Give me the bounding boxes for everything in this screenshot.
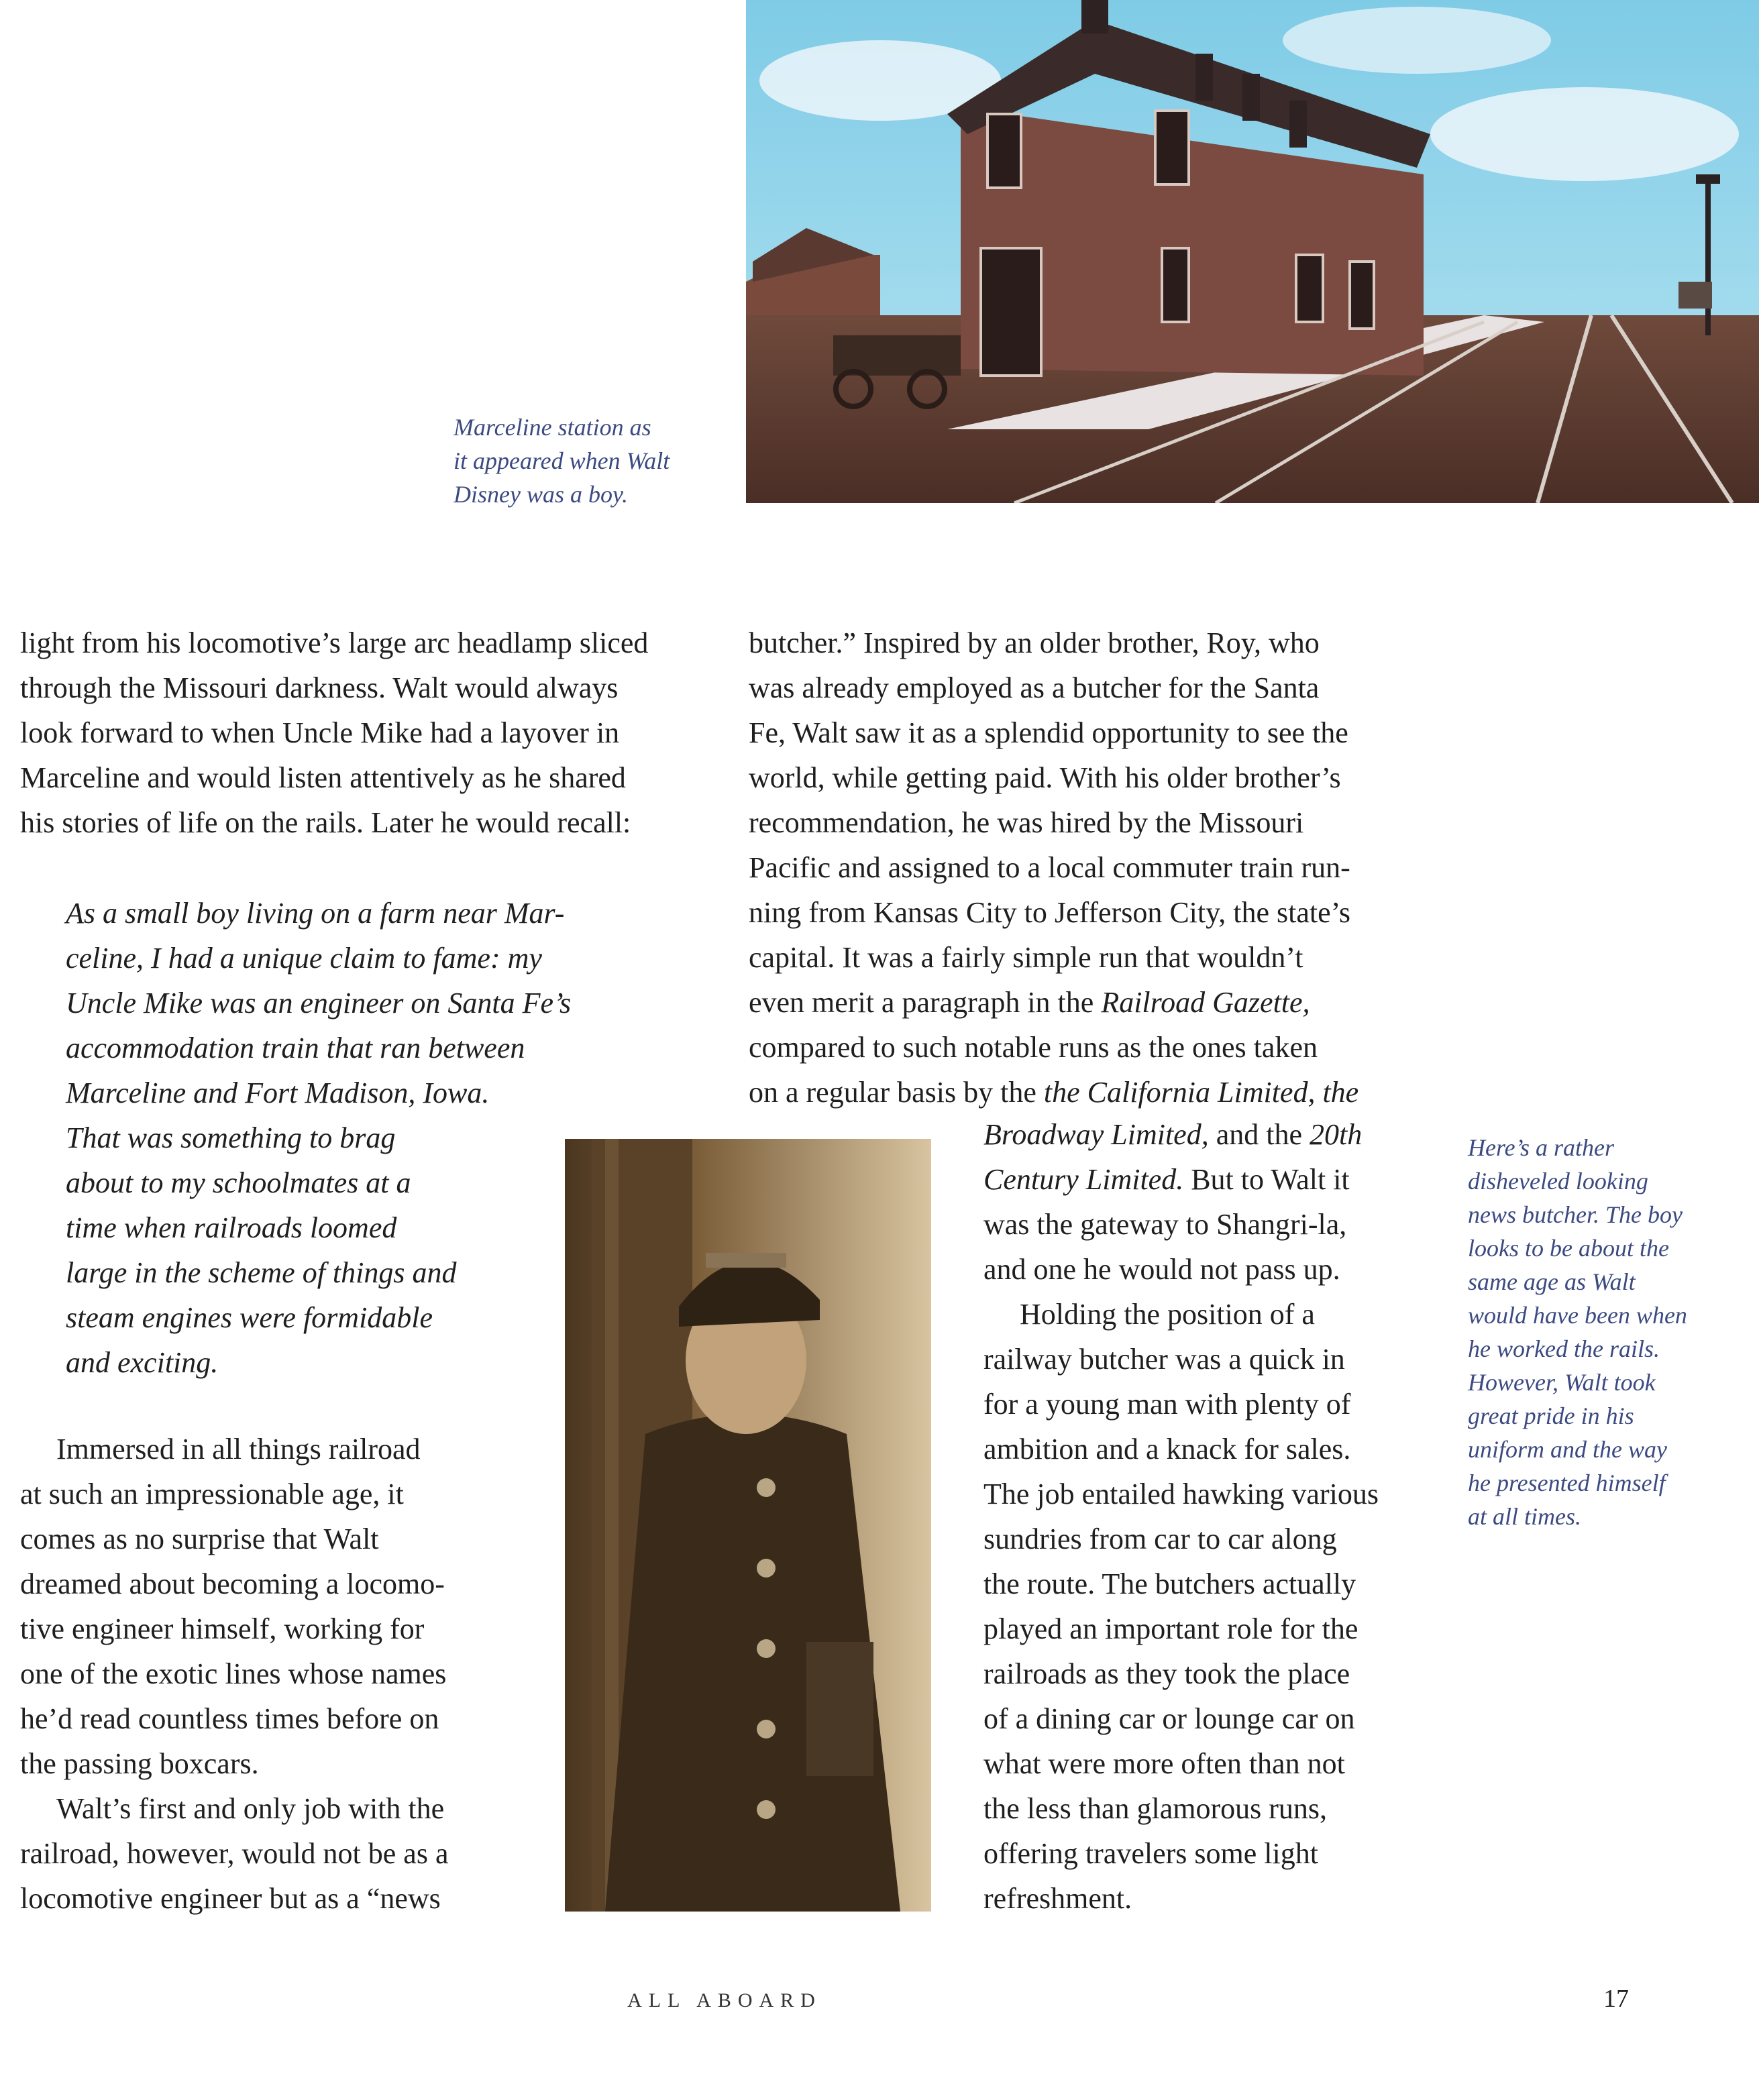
train-name: Century Limited. xyxy=(983,1163,1184,1196)
text-line: and one he would not pass up. xyxy=(983,1253,1340,1286)
caption-line: Disney was a boy. xyxy=(454,481,628,508)
caption-line: uniform and the way xyxy=(1468,1436,1667,1463)
text-line: ning from Kansas City to Jefferson City, the state’s xyxy=(749,896,1350,929)
station-photo xyxy=(746,0,1759,503)
quote-line: steam engines were formidable xyxy=(66,1301,433,1334)
quote-line: large in the scheme of things and xyxy=(66,1256,457,1289)
quote-line: time when railroads loomed xyxy=(66,1211,397,1244)
text-line: light from his locomotive’s large arc headlamp sliced xyxy=(20,626,649,659)
text-line: Pacific and assigned to a local commuter train run- xyxy=(749,851,1350,884)
caption-line: same age as Walt xyxy=(1468,1268,1636,1295)
text-line: world, while getting paid. With his older brother’s xyxy=(749,761,1341,794)
page-number: 17 xyxy=(1603,1985,1629,2013)
text-line: Walt’s first and only job with the xyxy=(56,1792,445,1825)
quote-line: and exciting. xyxy=(66,1346,219,1379)
text-line: the route. The butchers actually xyxy=(983,1567,1356,1600)
text-run: and the xyxy=(1208,1118,1310,1151)
text-line: was already employed as a butcher for the Santa xyxy=(749,671,1320,704)
quote-line: accommodation train that ran between xyxy=(66,1032,525,1064)
text-line: The job entailed hawking various xyxy=(983,1478,1379,1510)
text-line: Immersed in all things railroad xyxy=(56,1433,421,1466)
running-footer-title: ALL ABOARD xyxy=(627,1989,822,2011)
text-line xyxy=(983,1112,1426,1157)
text-line: played an important role for the xyxy=(983,1612,1358,1645)
text-line: comes as no surprise that Walt xyxy=(20,1523,379,1555)
text-line: the passing boxcars. xyxy=(20,1747,259,1780)
news-butcher-photo xyxy=(565,1139,931,1912)
text-line xyxy=(749,1070,1436,1115)
text-line: refreshment. xyxy=(983,1882,1132,1915)
text-line: Holding the position of a xyxy=(1020,1298,1315,1331)
text-run: on a regular basis by the xyxy=(749,1076,1044,1109)
text-line: the less than glamorous runs, xyxy=(983,1792,1328,1825)
text-line: through the Missouri darkness. Walt would always xyxy=(20,671,619,704)
train-name: the California Limited, the xyxy=(1043,1076,1359,1109)
text-line: of a dining car or lounge car on xyxy=(983,1702,1355,1735)
caption-line: would have been when xyxy=(1468,1302,1687,1329)
quote-line: Uncle Mike was an engineer on Santa Fe’s xyxy=(66,987,572,1019)
text-line: compared to such notable runs as the ones taken xyxy=(749,1031,1318,1064)
train-name: 20th xyxy=(1310,1118,1363,1151)
text-line: tive engineer himself, working for xyxy=(20,1612,425,1645)
caption-line: However, Walt took xyxy=(1468,1369,1656,1396)
quote-line: That was something to brag xyxy=(66,1121,396,1154)
text-line: was the gateway to Shangri-la, xyxy=(983,1208,1347,1241)
text-line: capital. It was a fairly simple run that wouldn’t xyxy=(749,941,1303,974)
caption-line: Marceline station as xyxy=(454,414,651,441)
train-name: Broadway Limited, xyxy=(983,1118,1209,1151)
caption-line: news butcher. The boy xyxy=(1468,1201,1683,1228)
text-line: he’d read countless times before on xyxy=(20,1702,439,1735)
middle-paragraph-2 xyxy=(983,1112,1426,1921)
caption-line: he worked the rails. xyxy=(1468,1335,1660,1362)
block-quote xyxy=(66,891,643,1385)
photo-side-caption xyxy=(1468,1131,1736,1533)
text-line: look forward to when Uncle Mike had a layover in xyxy=(20,716,620,749)
text-run: even merit a paragraph in the xyxy=(749,986,1102,1019)
text-line: for a young man with plenty of xyxy=(983,1388,1351,1421)
caption-line: disheveled looking xyxy=(1468,1168,1648,1195)
text-line: ambition and a knack for sales. xyxy=(983,1433,1351,1466)
text-line: Fe, Walt saw it as a splendid opportunity to see the xyxy=(749,716,1348,749)
publication-title: Railroad Gazette, xyxy=(1101,986,1310,1019)
text-line: dreamed about becoming a locomo- xyxy=(20,1567,445,1600)
caption-line: it appeared when Walt xyxy=(454,447,670,474)
text-line: railroad, however, would not be as a xyxy=(20,1837,449,1870)
text-line: one of the exotic lines whose names xyxy=(20,1657,447,1690)
caption-line: great pride in his xyxy=(1468,1402,1634,1429)
text-line: Marceline and would listen attentively as he shared xyxy=(20,761,626,794)
quote-line: about to my schoolmates at a xyxy=(66,1166,411,1199)
text-line: railroads as they took the place xyxy=(983,1657,1350,1690)
text-line: recommendation, he was hired by the Missouri xyxy=(749,806,1304,839)
left-paragraph-1 xyxy=(20,620,704,845)
middle-paragraph-1 xyxy=(749,620,1436,1115)
quote-line: celine, I had a unique claim to fame: my xyxy=(66,942,542,975)
text-line: offering travelers some light xyxy=(983,1837,1318,1870)
text-line xyxy=(983,1157,1426,1202)
station-caption xyxy=(454,410,742,511)
caption-line: at all times. xyxy=(1468,1503,1581,1530)
text-line: sundries from car to car along xyxy=(983,1523,1337,1555)
quote-line: As a small boy living on a farm near Mar- xyxy=(66,897,565,930)
text-line: what were more often than not xyxy=(983,1747,1345,1780)
text-line: his stories of life on the rails. Later he would recall: xyxy=(20,806,631,839)
text-run: But to Walt it xyxy=(1183,1163,1350,1196)
text-line: railway butcher was a quick in xyxy=(983,1343,1345,1376)
text-line: at such an impressionable age, it xyxy=(20,1478,404,1510)
caption-line: he presented himself xyxy=(1468,1470,1666,1496)
text-line: butcher.” Inspired by an older brother, Roy, who xyxy=(749,626,1320,659)
quote-line: Marceline and Fort Madison, Iowa. xyxy=(66,1076,490,1109)
text-line xyxy=(749,980,1436,1025)
text-line: locomotive engineer but as a “news xyxy=(20,1882,441,1915)
caption-line: Here’s a rather xyxy=(1468,1134,1614,1161)
caption-line: looks to be about the xyxy=(1468,1235,1669,1262)
left-paragraph-2 xyxy=(20,1427,503,1921)
